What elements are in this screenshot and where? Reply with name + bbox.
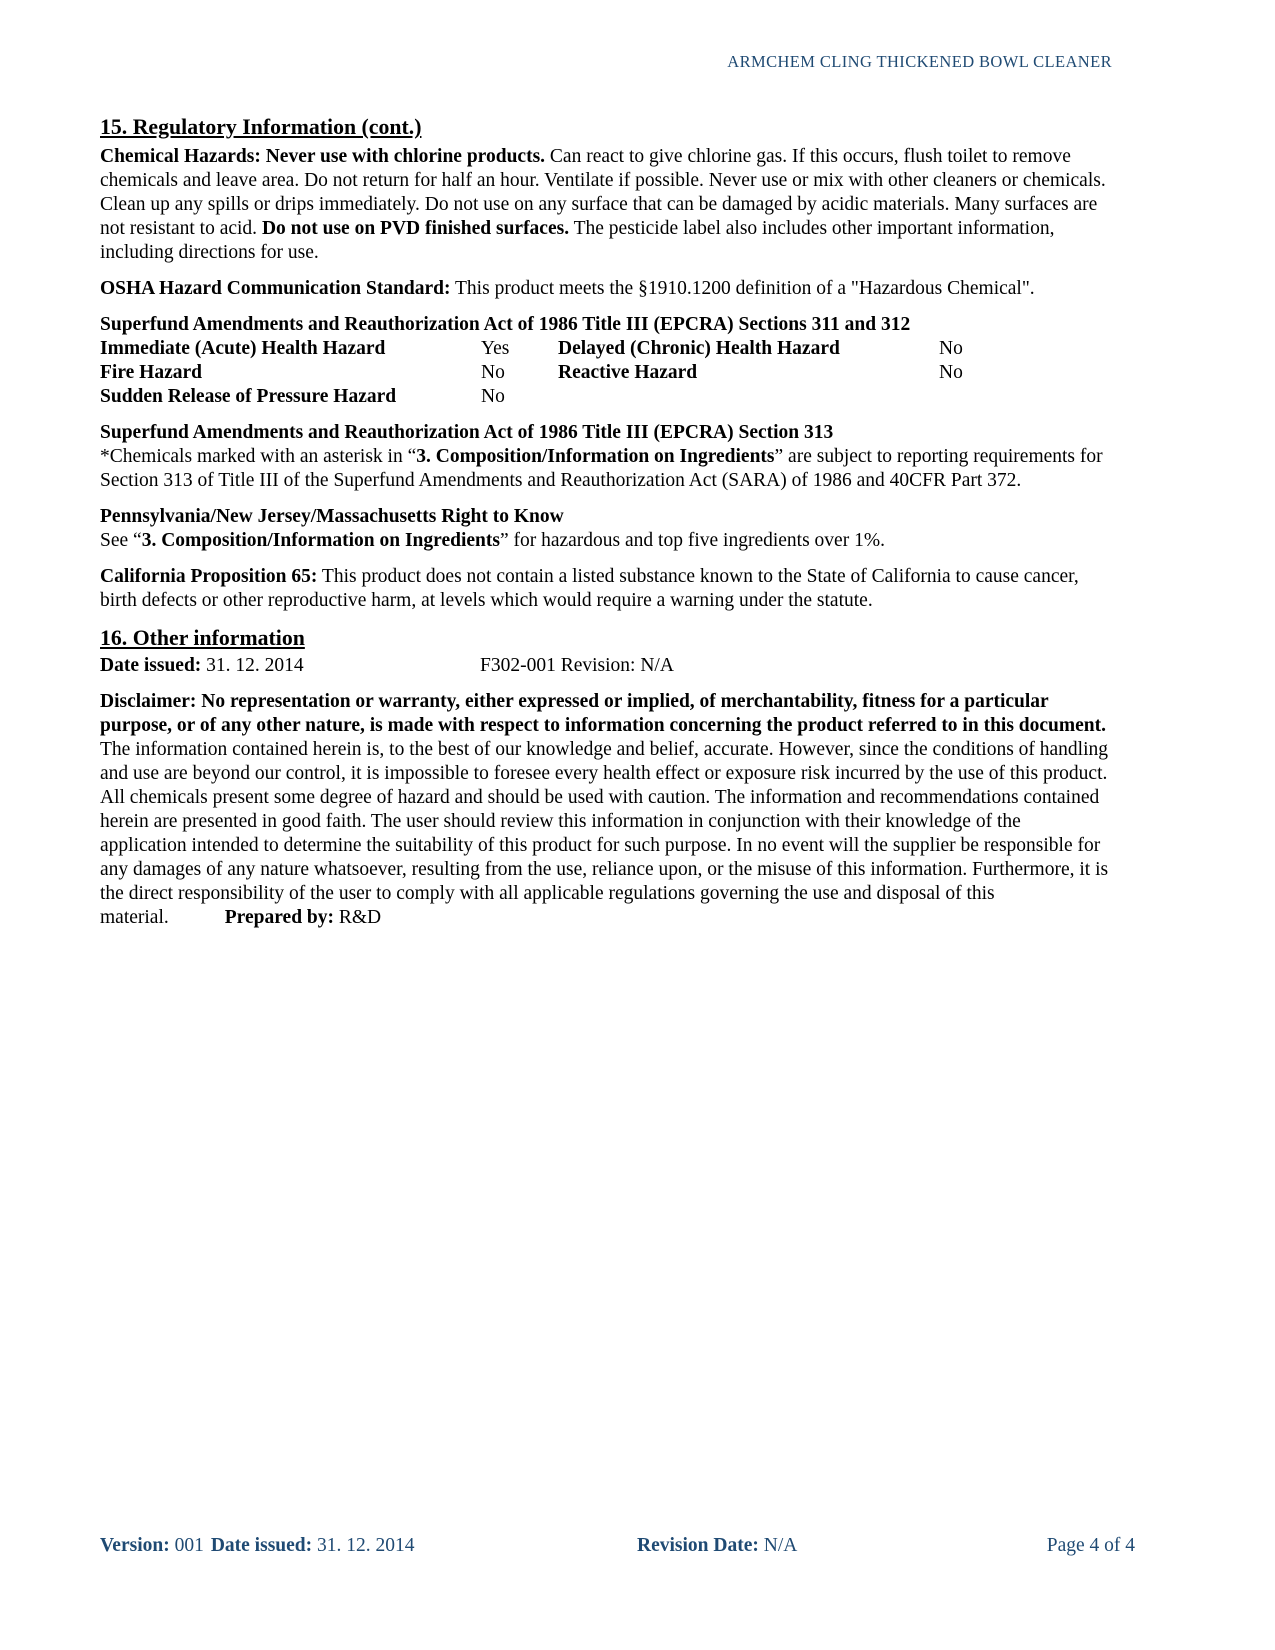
right-to-know-text-1: See “: [100, 530, 142, 551]
disclaimer-body: The information contained herein is, to the best of our knowledge and belief, accurate. However, since the conditions of handling and use are beyond our control, it is impossible to foresee every health effect or exposure risk incurred by the use of this product. All chemicals present some degree of hazard and should be used with caution. The information and recommendations contained herein are presented in good faith. The user should review this information in conjunction with their knowledge of the application intended to determine the suitability of this product for such purpose. In no event will the supplier be responsible for any damages of any nature whatsoever, resulting from the use, reliance upon, or the misuse of this information. Furthermore, it is the direct responsibility of the user to comply with all applicable regulations governing the use and disposal of this material.: [100, 739, 1109, 928]
prepared-by-label: Prepared by:: [224, 907, 334, 928]
hazard-table: [100, 337, 1112, 409]
right-to-know-text-2: ” for hazardous and top five ingredients over 1%.: [499, 530, 885, 551]
hazard-value: No: [481, 362, 505, 383]
osha-text: This product meets the §1910.1200 definition of a "Hazardous Chemical".: [450, 278, 1035, 299]
chemical-hazards-text-1: Can react to give chlorine gas. If this occurs, flush toilet to remove chemicals and leave area. Do not return for half an hour. Ventilate if possible. Never use or mix with other cleaners or chemicals. Clean up any spills or drips immediately. Do not use on any surface that can be damaged by acidic materials. Many surfaces are not resistant to acid.: [100, 146, 1106, 239]
footer-revision-label: Revision Date:: [637, 1535, 759, 1556]
chemical-hazards-paragraph: [100, 145, 1112, 265]
document-header: [100, 52, 1112, 72]
sara-313-text-2: ” are subject to reporting requirements for Section 313 of Title III of the Superfund Amendments and Reauthorization Act (SARA) of 1986 and 40CFR Part 372.: [100, 446, 1103, 491]
date-issued-label: Date issued:: [100, 655, 202, 676]
prepared-by-value: R&D: [334, 907, 382, 928]
hazard-label: Delayed (Chronic) Health Hazard: [558, 338, 840, 359]
hazard-label: Fire Hazard: [100, 362, 202, 383]
hazard-value: No: [939, 362, 963, 383]
footer-version-label: Version:: [100, 1535, 170, 1556]
osha-label: OSHA Hazard Communication Standard:: [100, 278, 451, 299]
sara-313-paragraph: [100, 445, 1112, 493]
hazard-label: Reactive Hazard: [558, 362, 698, 383]
footer-date-issued-value: 31. 12. 2014: [312, 1535, 415, 1556]
hazard-value: No: [939, 338, 963, 359]
hazard-label: [558, 385, 939, 409]
section-15-title: 15. Regulatory Information (cont.): [100, 115, 422, 139]
disclaimer-paragraph: [100, 690, 1112, 930]
sara-313-section: [100, 421, 1112, 493]
revision-reference: F302-001 Revision: N/A: [480, 655, 674, 676]
hazard-value: Yes: [481, 338, 510, 359]
footer-page-number: Page 4 of 4: [1046, 1535, 1135, 1556]
footer-version-value: 001: [169, 1535, 204, 1556]
right-to-know-section-ref: 3. Composition/Information on Ingredients: [141, 530, 500, 551]
section-16-title: 16. Other information: [100, 626, 305, 650]
sara-313-title: Superfund Amendments and Reauthorization Act of 1986 Title III (EPCRA) Section 313: [100, 422, 834, 443]
hazard-label: Immediate (Acute) Health Hazard: [100, 338, 386, 359]
chemical-hazards-label: Chemical Hazards: Never use with chlorine products.: [100, 146, 546, 167]
chemical-hazards-text-2: The pesticide label also includes other important information, including directions for use.: [100, 218, 1055, 263]
hazard-value: No: [481, 386, 505, 407]
prop-65-paragraph: [100, 565, 1112, 613]
sara-313-text-1: *Chemicals marked with an asterisk in “: [100, 446, 417, 467]
sara-311-312-section: [100, 313, 1112, 409]
osha-paragraph: [100, 277, 1112, 301]
product-name: ARMCHEM CLING THICKENED BOWL CLEANER: [727, 52, 1112, 71]
right-to-know-title: Pennsylvania/New Jersey/Massachusetts Right to Know: [100, 506, 564, 527]
pvd-warning-bold: Do not use on PVD finished surfaces.: [261, 218, 570, 239]
page-footer: [100, 1534, 1135, 1558]
date-issued-row: [100, 654, 1112, 678]
right-to-know-paragraph: [100, 529, 1112, 553]
footer-revision-value: N/A: [758, 1535, 798, 1556]
footer-revision: [637, 1534, 797, 1558]
prop-65-text: This product does not contain a listed substance known to the State of California to cause cancer, birth defects or other reproductive harm, at levels which would require a warning under the statute.: [100, 566, 1079, 611]
disclaimer-lead-bold: Disclaimer: No representation or warranty, either expressed or implied, of merchantability, fitness for a particular purpose, or of any other nature, is made with respect to information concerning the product referred to in this document.: [100, 691, 1107, 736]
prop-65-label: California Proposition 65:: [100, 566, 318, 587]
right-to-know-section: [100, 505, 1112, 553]
date-issued-value: 31. 12. 2014: [201, 655, 304, 676]
date-issued: [100, 654, 480, 678]
sara-311-312-title: Superfund Amendments and Reauthorization Act of 1986 Title III (EPCRA) Sections 311 and 312: [100, 314, 911, 335]
hazard-label: Sudden Release of Pressure Hazard: [100, 386, 397, 407]
sara-313-section-ref: 3. Composition/Information on Ingredients: [416, 446, 775, 467]
footer-version-date: [100, 1535, 415, 1556]
footer-date-issued-label: Date issued:: [210, 1535, 313, 1556]
hazard-value: [939, 385, 1112, 409]
